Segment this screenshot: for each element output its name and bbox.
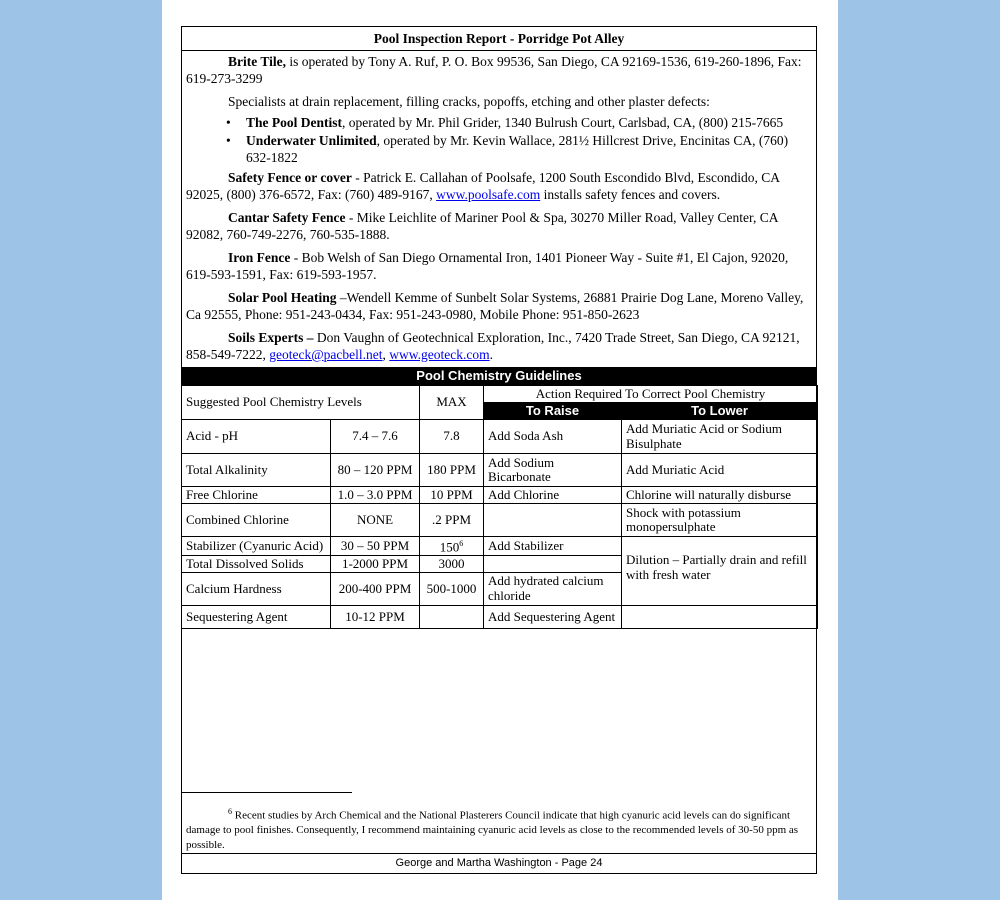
contact-details: is operated by Tony A. Ruf, P. O. Box 99536, San Diego, CA 92169-1536, 619-260-1896, Fax: 619-273-3299 [186,54,802,86]
report-title: Pool Inspection Report - Porridge Pot Alley [182,27,816,51]
chemistry-table [181,385,818,629]
contact-details: - Patrick E. Callahan of Poolsafe, 1200 South Escondido Blvd, Escondido, CA 92025, (800) 376-6572, Fax: (760) 489-9167, [186,170,780,202]
table-row [182,537,818,556]
row-lower [622,605,818,628]
table-row [182,605,818,628]
contact-details-end: installs safety fences and covers. [540,186,721,202]
specialists-list [186,115,812,167]
row-level: 80 – 120 PPM [331,454,420,487]
poolsafe-link[interactable]: www.poolsafe.com [436,186,541,202]
row-name: Total Dissolved Solids [182,555,331,572]
header-to-raise: To Raise [484,403,622,420]
row-raise [484,504,622,537]
row-raise [484,555,622,572]
row-name: Acid - pH [182,420,331,454]
header-max: MAX [420,386,484,420]
table-header-row [182,386,818,403]
row-max [420,605,484,628]
link-separator: , [382,346,390,362]
row-max: 7.8 [420,420,484,454]
row-name: Stabilizer (Cyanuric Acid) [182,537,331,556]
row-raise: Add hydrated calcium chloride [484,572,622,605]
row-level: NONE [331,504,420,537]
row-max: 3000 [420,555,484,572]
document-page [162,0,838,900]
header-action: Action Required To Correct Pool Chemistry [484,386,818,403]
chemistry-title: Pool Chemistry Guidelines [182,367,816,385]
contact-name: Underwater Unlimited [246,133,377,148]
page-frame [181,26,817,874]
row-max: .2 PPM [420,504,484,537]
row-level: 1.0 – 3.0 PPM [331,487,420,504]
row-raise: Add Sodium Bicarbonate [484,454,622,487]
row-level: 30 – 50 PPM [331,537,420,556]
contact-brite-tile [186,54,812,87]
contact-details: , operated by Mr. Kevin Wallace, 281½ Hillcrest Drive, Encinitas CA, (760) 632-1822 [246,133,789,165]
row-name: Sequestering Agent [182,605,331,628]
header-to-lower: To Lower [622,403,818,420]
geoteck-email-link[interactable]: geoteck@pacbell.net [269,346,383,362]
contact-name: Brite Tile, [228,54,286,69]
contact-name: Safety Fence or cover [228,170,352,185]
table-row [182,504,818,537]
max-value: 150 [439,539,460,555]
row-max: 180 PPM [420,454,484,487]
row-level: 10-12 PPM [331,605,420,628]
contact-name: Iron Fence [228,250,291,265]
footnote-ref: 6 [459,539,464,548]
table-row [182,487,818,504]
contact-details: - Mike Leichlite of Mariner Pool & Spa, 30270 Miller Road, Valley Center, CA 92082, 760-749-2276, 760-535-1888. [186,210,778,242]
list-item-underwater-unlimited [246,133,812,166]
contact-details: Don Vaughn of Geotechnical Exploration, Inc., 7420 Trade Street, San Diego, CA 92121, 858-549-7222, [186,330,800,362]
contact-details: –Wendell Kemme of Sunbelt Solar Systems, 26881 Prairie Dog Lane, Moreno Valley, Ca 92555, Phone: 951-243-0434, Fax: 951-243-0980, Mobile Phone: 951-850-2623 [186,290,804,322]
row-name: Combined Chlorine [182,504,331,537]
row-name: Total Alkalinity [182,454,331,487]
geoteck-web-link[interactable]: www.geoteck.com [389,346,490,362]
table-row [182,420,818,454]
row-raise: Add Soda Ash [484,420,622,454]
row-raise: Add Stabilizer [484,537,622,556]
footnote [186,805,812,852]
row-level: 200-400 PPM [331,572,420,605]
specialists-intro: Specialists at drain replacement, filling cracks, popoffs, etching and other plaster defects: [228,94,710,109]
dilution-cell: Dilution – Partially drain and refill with fresh water [622,537,818,606]
row-lower: Chlorine will naturally disburse [622,487,818,504]
contacts-section [182,51,816,363]
row-level: 7.4 – 7.6 [331,420,420,454]
contact-iron-fence [186,250,812,283]
contact-solar [186,290,812,323]
page-footer: George and Martha Washington - Page 24 [182,853,816,873]
row-lower: Add Muriatic Acid or Sodium Bisulphate [622,420,818,454]
row-max [420,537,484,556]
header-levels: Suggested Pool Chemistry Levels [182,386,420,420]
row-lower: Add Muriatic Acid [622,454,818,487]
table-row [182,454,818,487]
list-item-pool-dentist [246,115,812,132]
contact-safety-fence [186,170,812,203]
contact-name: The Pool Dentist [246,114,342,130]
footnote-text: Recent studies by Arch Chemical and the National Plasterers Council indicate that high cyanuric acid levels can do significant damage to pool finishes. Consequently, I recommend maintaining cyanuric acid levels as close to the recommended levels of 30-50 ppm as possible. [186,809,799,851]
footnote-divider [182,792,352,793]
contact-details: - Bob Welsh of San Diego Ornamental Iron, 1401 Pioneer Way - Suite #1, El Cajon, 92020, 619-593-1591, Fax: 619-593-1957. [186,250,789,282]
row-max: 10 PPM [420,487,484,504]
footnote-mark: 6 [228,807,232,816]
contact-details: , operated by Mr. Phil Grider, 1340 Bulrush Court, Carlsbad, CA, (800) 215-7665 [342,114,784,130]
row-max: 500-1000 [420,572,484,605]
row-lower: Shock with potassium monopersulphate [622,504,818,537]
row-name: Free Chlorine [182,487,331,504]
contact-cantar [186,210,812,243]
row-level: 1-2000 PPM [331,555,420,572]
contact-details-end: . [489,346,493,362]
row-name: Calcium Hardness [182,572,331,605]
contact-name: Cantar Safety Fence [228,210,346,225]
row-raise: Add Sequestering Agent [484,605,622,628]
contact-name: Soils Experts – [228,330,314,345]
contact-name: Solar Pool Heating [228,290,337,305]
row-raise: Add Chlorine [484,487,622,504]
contact-soils [186,330,812,363]
